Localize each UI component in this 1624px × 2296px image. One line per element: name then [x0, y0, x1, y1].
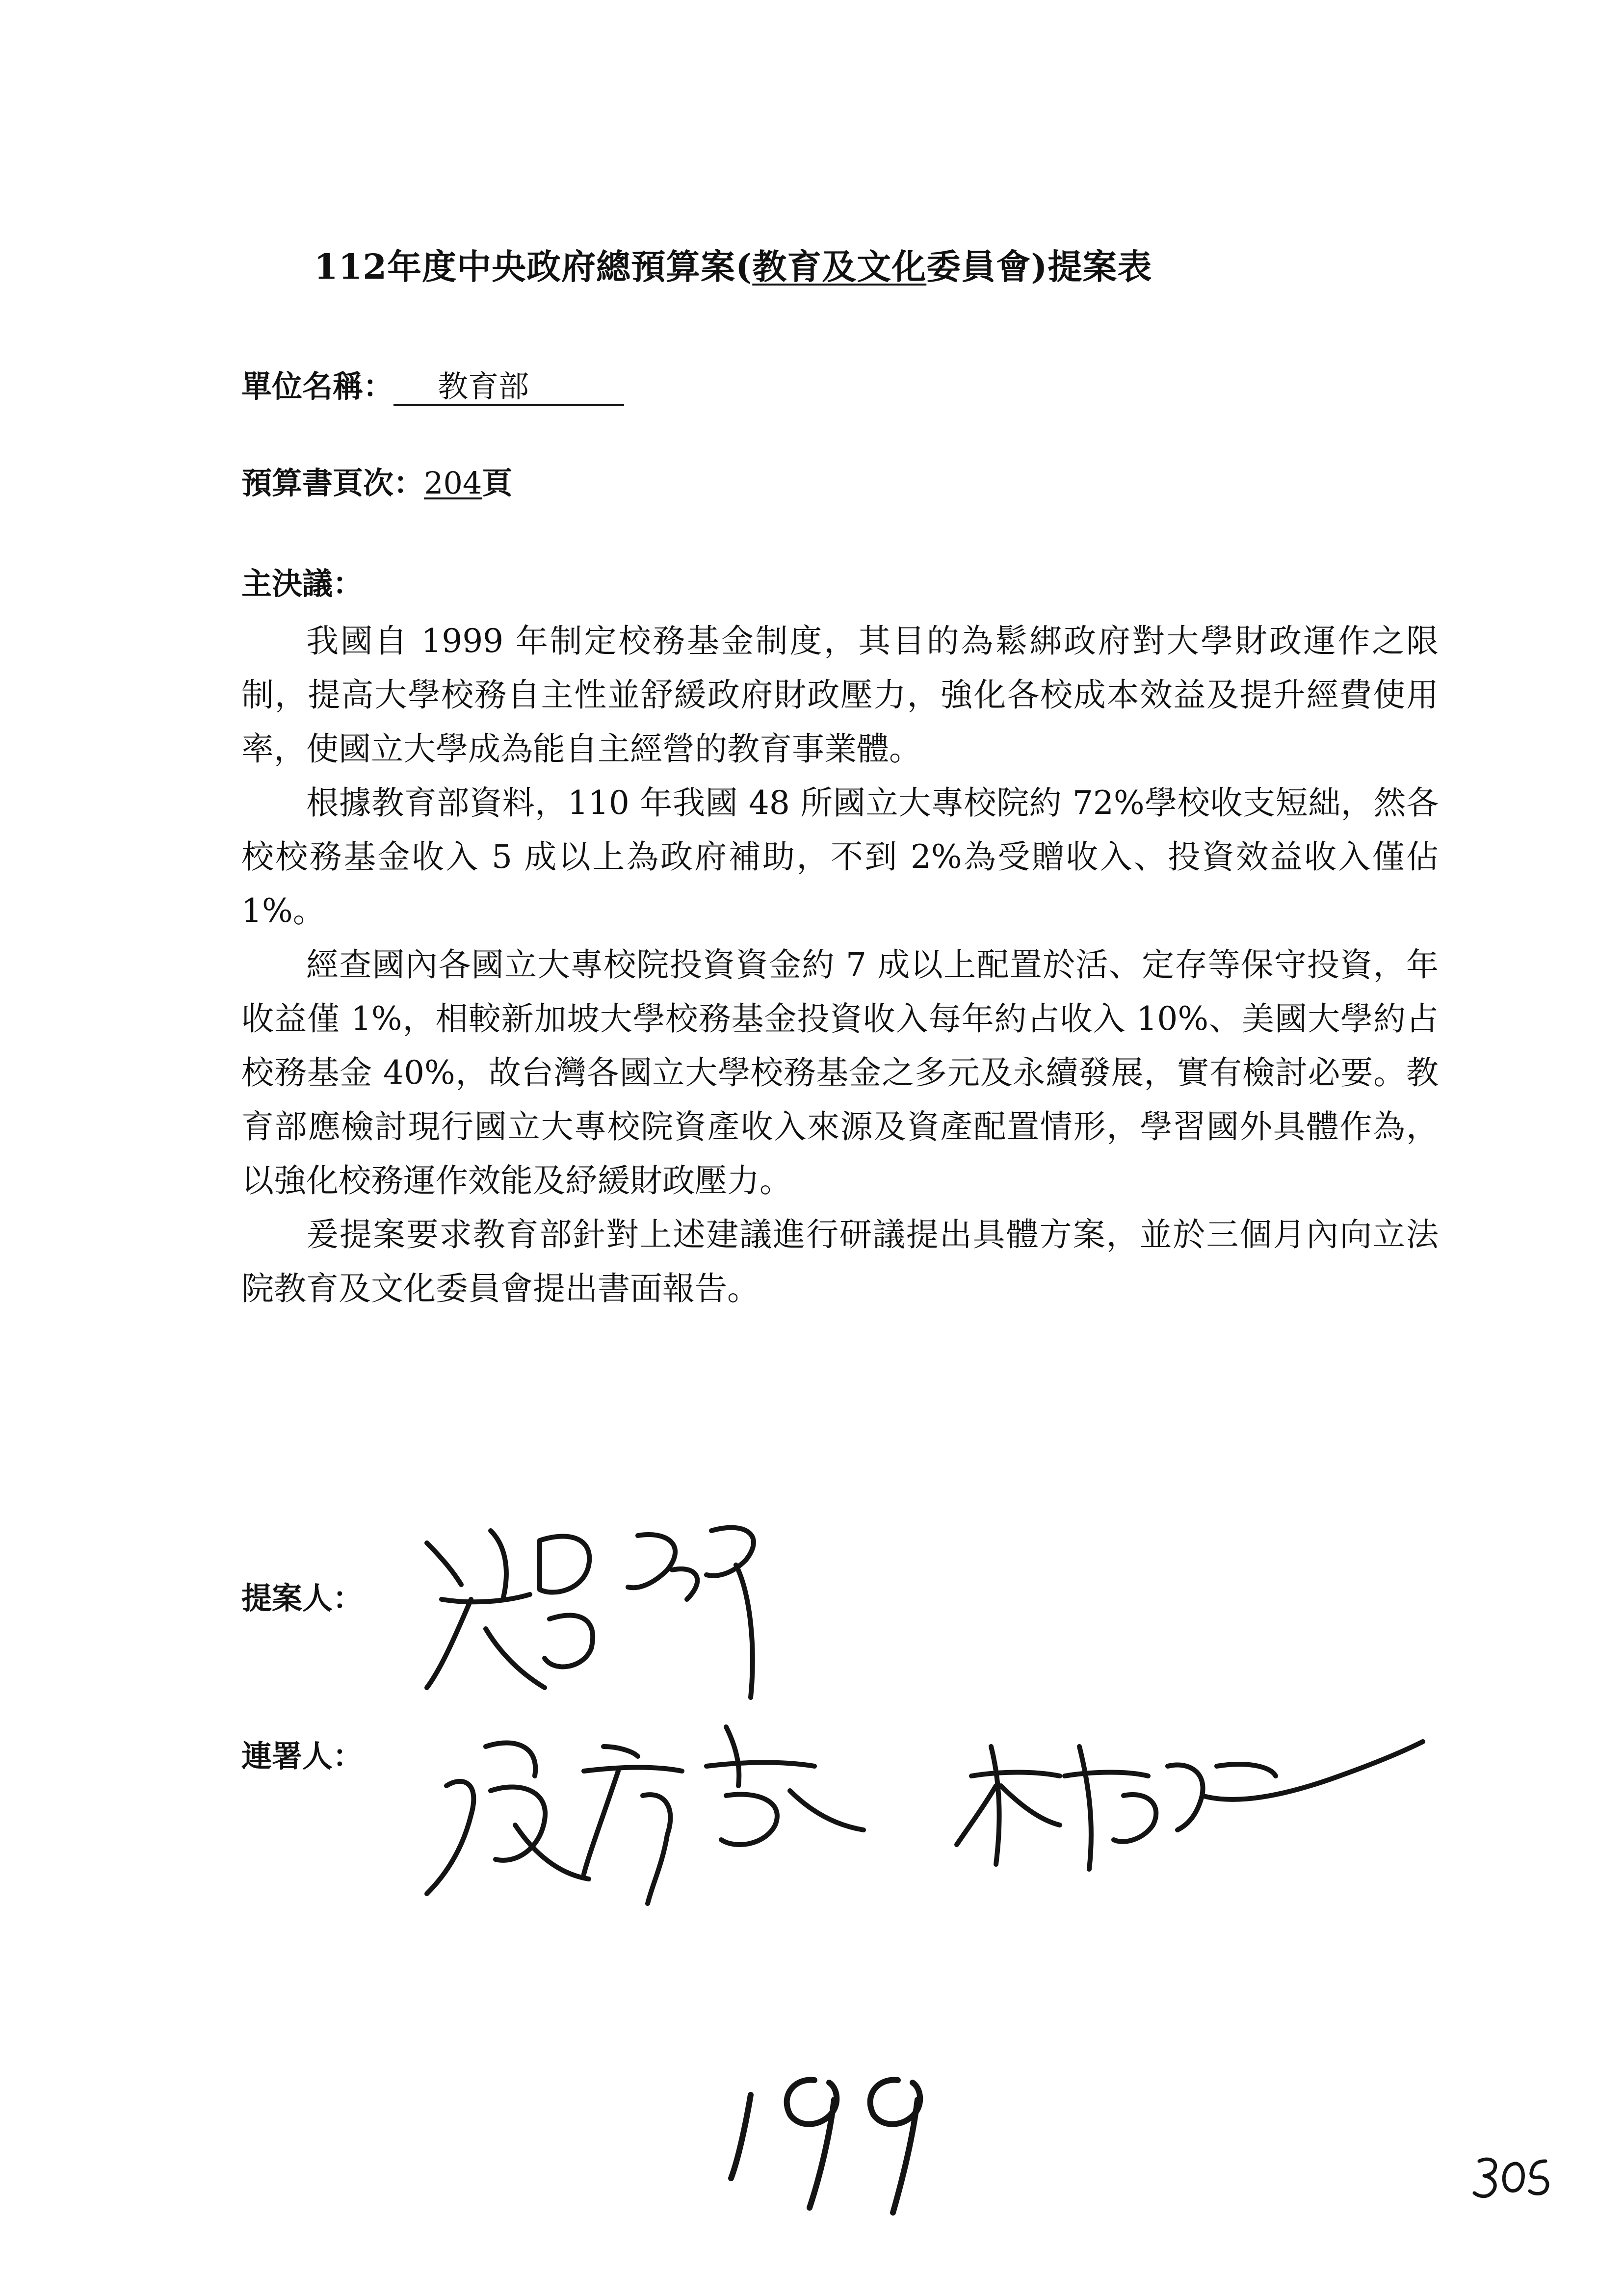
handwritten-page-number-199 [731, 2080, 920, 2213]
document-title [314, 239, 1344, 289]
resolution-body [241, 614, 1439, 1316]
resolution-paragraph: 經查國內各國立大專校院投資資金約 7 成以上配置於活、定存等保守投資，年收益僅 1%，相較新加坡大學校務基金投資收入每年約占收入 10%、美國大學約占校務基金 40%，故台灣各國立大學校務基金之多元及永續發展，實有檢討必要。教育部應檢討現行國立大專校院資產收入來源及資產配置情形，學習國外具體作為，以強化校務運作效能及紓緩財政壓力。 [241, 946, 1439, 1200]
resolution-paragraph: 爰提案要求教育部針對上述建議進行研議提出具體方案，並於三個月內向立法院教育及文化委員會提出書面報告。 [241, 1216, 1439, 1307]
proposer-signature [427, 1528, 754, 1697]
title-prefix: 112年度中央政府總預算案( [314, 246, 753, 287]
cosigner-label: 連署人： [241, 1738, 364, 1774]
budget-page-field [241, 459, 512, 502]
unit-label: 單位名稱： [241, 368, 394, 404]
proposer-label: 提案人： [241, 1580, 364, 1616]
budget-page-unit: 頁 [482, 465, 513, 501]
cosigner-signatures [427, 1727, 1423, 1904]
title-suffix: 委員會)提案表 [926, 246, 1153, 287]
budget-page-label: 預算書頁次： [241, 465, 424, 501]
title-committee: 教育及文化 [752, 246, 927, 287]
resolution-paragraph: 我國自 1999 年制定校務基金制度，其目的為鬆綁政府對大學財政運作之限制，提高大學校務自主性並舒緩政府財政壓力，強化各校成本效益及提升經費使用率，使國立大學成為能自主經營的教育事業體。 [241, 622, 1439, 768]
handwritten-corner-number-305 [1474, 2159, 1547, 2196]
unit-field [241, 362, 624, 406]
unit-value: 教育部 [393, 369, 624, 406]
main-resolution-label: 主決議： [241, 566, 364, 601]
budget-page-number: 204 [424, 465, 482, 501]
resolution-paragraph: 根據教育部資料，110 年我國 48 所國立大專校院約 72%學校收支短絀，然各校校務基金收入 5 成以上為政府補助，不到 2%為受贈收入、投資效益收入僅佔 1%。 [241, 784, 1439, 930]
